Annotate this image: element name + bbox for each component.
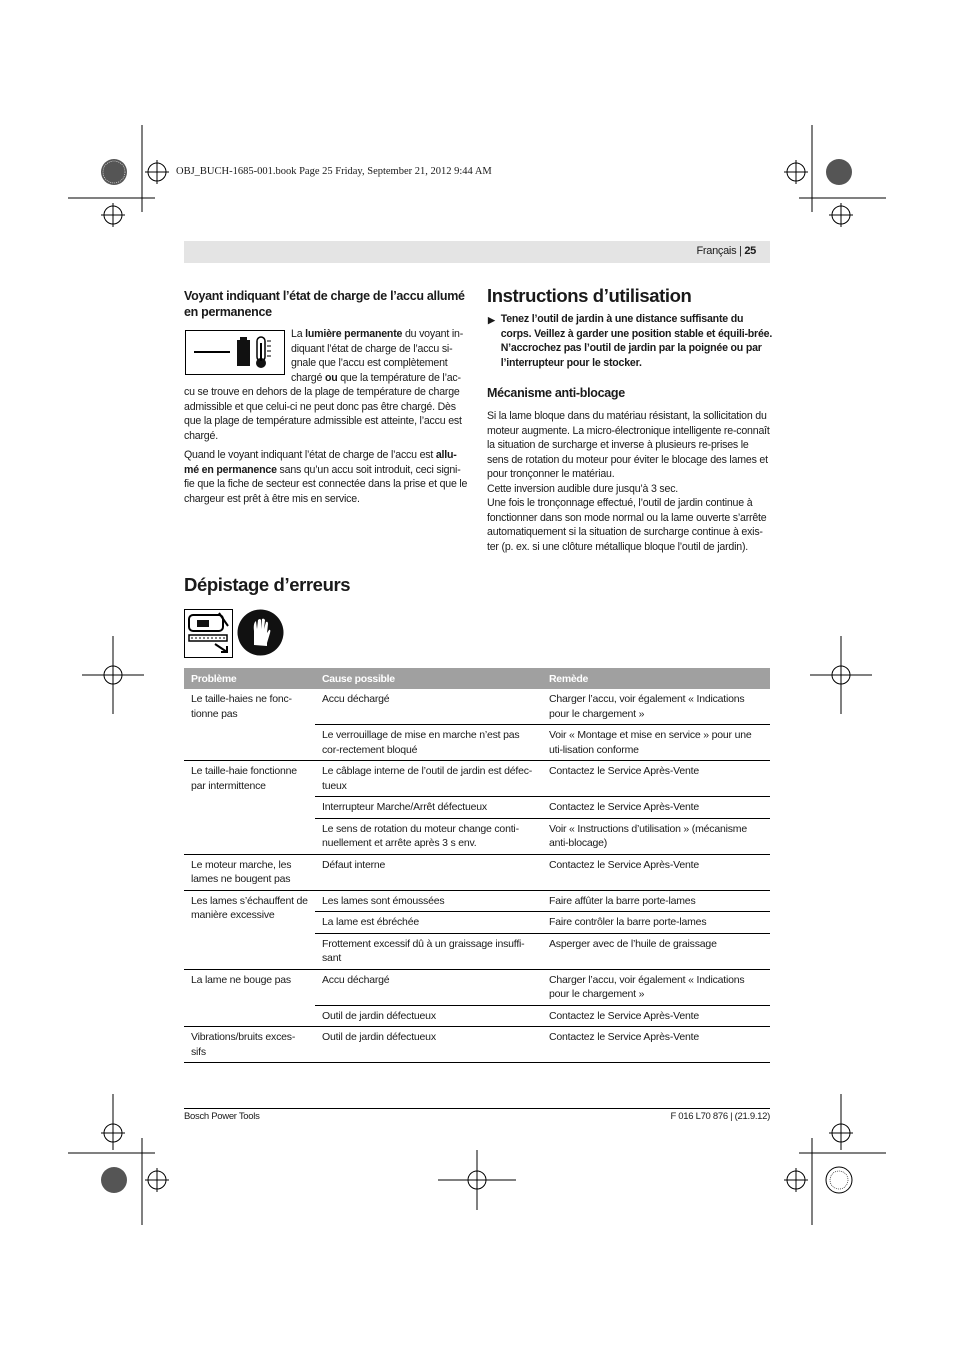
- remedy-cell: Charger l’accu, voir également « Indications pour le chargement »: [542, 969, 770, 1005]
- left-para2: [184, 448, 469, 506]
- remedy-cell: Contactez le Service Après-Vente: [542, 854, 770, 890]
- cause-cell: Accu déchargé: [322, 693, 390, 705]
- cause-cell: Outil de jardin défectueux: [315, 1027, 542, 1063]
- remedy-cell: Contactez le Service Après-Vente: [542, 1005, 770, 1027]
- header-language: Français: [696, 245, 737, 257]
- table-row: [184, 689, 770, 725]
- cause-cell: Les lames sont émoussées: [315, 890, 542, 912]
- troubleshooting-title: Dépistage d’erreurs: [184, 574, 351, 595]
- problem-cell: La lame ne bouge pas: [184, 969, 315, 1027]
- remedy-cell: Asperger avec de l’huile de graissage: [542, 933, 770, 969]
- cause-cell: Le câblage interne de l’outil de jardin est défec-tueux: [315, 761, 542, 797]
- remedy-cell: Contactez le Service Après-Vente: [542, 797, 770, 819]
- text-run: chargé: [291, 371, 325, 384]
- column-header: Problème: [184, 668, 315, 689]
- safety-bullet: [488, 312, 773, 370]
- left-para1-line1: [291, 327, 471, 342]
- header-separator: |: [739, 245, 742, 257]
- page-number: 25: [744, 245, 756, 257]
- left-para1-rest: cu se trouve en dehors de la plage de température de charge admissible et que celui-ci ne peut donc pas être chargé. Dès que la plage de température admissible est atteinte, l’accu est chargé.: [184, 386, 462, 442]
- cause-cell: Frottement excessif dû à un graissage insuffi-sant: [315, 933, 542, 969]
- text-run: Quand le voyant indiquant l’état de charge de l’accu est: [184, 449, 436, 461]
- cause-cell: Le sens de rotation du moteur change conti-nuellement et arrête après 3 s env.: [315, 818, 542, 854]
- remedy-cell: Voir « Montage et mise en service » pour une uti-lisation conforme: [542, 725, 770, 761]
- remedy-cell: Contactez le Service Après-Vente: [542, 1027, 770, 1063]
- remedy-cell: Faire contrôler la barre porte-lames: [542, 912, 770, 934]
- column-header: Remède: [542, 668, 770, 689]
- right-paragraphs: [487, 409, 772, 554]
- remedy-cell: Charger l’accu, voir également « Indications pour le chargement »: [549, 693, 745, 720]
- footer-divider: [184, 1108, 770, 1109]
- troubleshooting-table: [184, 668, 770, 1063]
- table-row: [184, 1027, 770, 1063]
- problem-cell: Le moteur marche, les lames ne bougent pas: [184, 854, 315, 890]
- cause-cell: Accu déchargé: [315, 969, 542, 1005]
- header-text: [696, 245, 756, 257]
- table-header-row: [184, 668, 770, 689]
- cause-cell: La lame est ébréchée: [315, 912, 542, 934]
- left-para1-line2: diquant l’état de charge de l’accu si-: [291, 342, 453, 355]
- table-row: [184, 854, 770, 890]
- text-bold: ou: [324, 371, 338, 384]
- table-row: [184, 969, 770, 1005]
- left-para1-line3: gnale que l’accu est complètement: [291, 357, 448, 369]
- remedy-cell: Voir « Instructions d’utilisation » (mécanisme anti-blocage): [542, 818, 770, 854]
- cause-cell: Interrupteur Marche/Arrêt défectueux: [315, 797, 542, 819]
- cause-cell: Le verrouillage de mise en marche n’est pas cor-rectement bloqué: [315, 725, 542, 761]
- remedy-cell: Faire affûter la barre porte-lames: [542, 890, 770, 912]
- right-para2: Cette inversion audible dure jusqu’à 3 sec.: [487, 482, 679, 495]
- bullet-triangle-icon: ▶: [488, 315, 495, 325]
- left-para1-line4: [291, 371, 471, 386]
- hedge-trimmer-icon: [184, 609, 233, 658]
- right-section-title: Instructions d’utilisation: [487, 285, 692, 306]
- left-section-title: Voyant indiquant l’état de charge de l’accu allumé en permanence: [184, 289, 465, 319]
- problem-cell: Les lames s’échauffent de manière excessive: [184, 890, 315, 969]
- table-row: [184, 890, 770, 912]
- file-info: OBJ_BUCH-1685-001.book Page 25 Friday, September 21, 2012 9:44 AM: [176, 166, 492, 177]
- right-para3: Une fois le tronçonnage effectué, l’outil de jardin continue à fonctionner dans son mode normal ou la lame ouverte s’arrête automatiquement si la situation de surcharge continue à exis-ter (p. ex. si une clôture métallique bloque l’outil de jardin).: [487, 497, 767, 553]
- remedy-cell: Contactez le Service Après-Vente: [542, 761, 770, 797]
- problem-cell: Vibrations/bruits exces-sifs: [184, 1027, 315, 1063]
- text-run: que la température de l’ac-: [337, 371, 461, 384]
- footer-reference: F 016 L70 876 | (21.9.12): [670, 1111, 770, 1122]
- cause-cell: Outil de jardin défectueux: [315, 1005, 542, 1027]
- protective-gloves-icon: [237, 609, 284, 656]
- column-header: Cause possible: [315, 668, 542, 689]
- battery-thermometer-icon: [185, 330, 285, 375]
- cause-cell: Défaut interne: [315, 854, 542, 890]
- text-bold: lumière permanente: [305, 328, 403, 340]
- text-run: La: [291, 328, 306, 340]
- bullet-text: Tenez l’outil de jardin à une distance suffisante du corps. Veillez à garder une position stable et équili-brée. N’accrochez pas l’outil de jardin par la poignée ou par l’interrupteur pour le stocker.: [500, 313, 773, 369]
- footer-brand: Bosch Power Tools: [184, 1111, 260, 1122]
- right-para1: Si la lame bloque dans du matériau résistant, la sollicitation du moteur augmente. La micro-électronique intelligente re-connaît la situation de surcharge et inverse à plusieurs re-prises le sens de rotation du moteur pour éviter le blocage des lames et pour tronçonner le matériau.: [487, 410, 770, 480]
- text-bold: allu-mé en permanence: [184, 449, 457, 476]
- text-run: du voyant in-: [402, 328, 464, 340]
- problem-cell: Le taille-haies ne fonc-tionne pas: [191, 693, 292, 720]
- troubleshooting-table-wrap: [184, 668, 770, 1063]
- table-row: [184, 761, 770, 797]
- text-run: sans qu’un accu soit introduit, ceci signi-fie que la fiche de secteur est connectée dans la prise et que le chargeur est prêt à être mis en service.: [184, 463, 468, 505]
- left-para1-wrap: [291, 327, 471, 385]
- problem-cell: Le taille-haie fonctionne par intermittence: [184, 761, 315, 855]
- page-header: [184, 241, 770, 263]
- right-subtitle: Mécanisme anti-blocage: [487, 386, 625, 400]
